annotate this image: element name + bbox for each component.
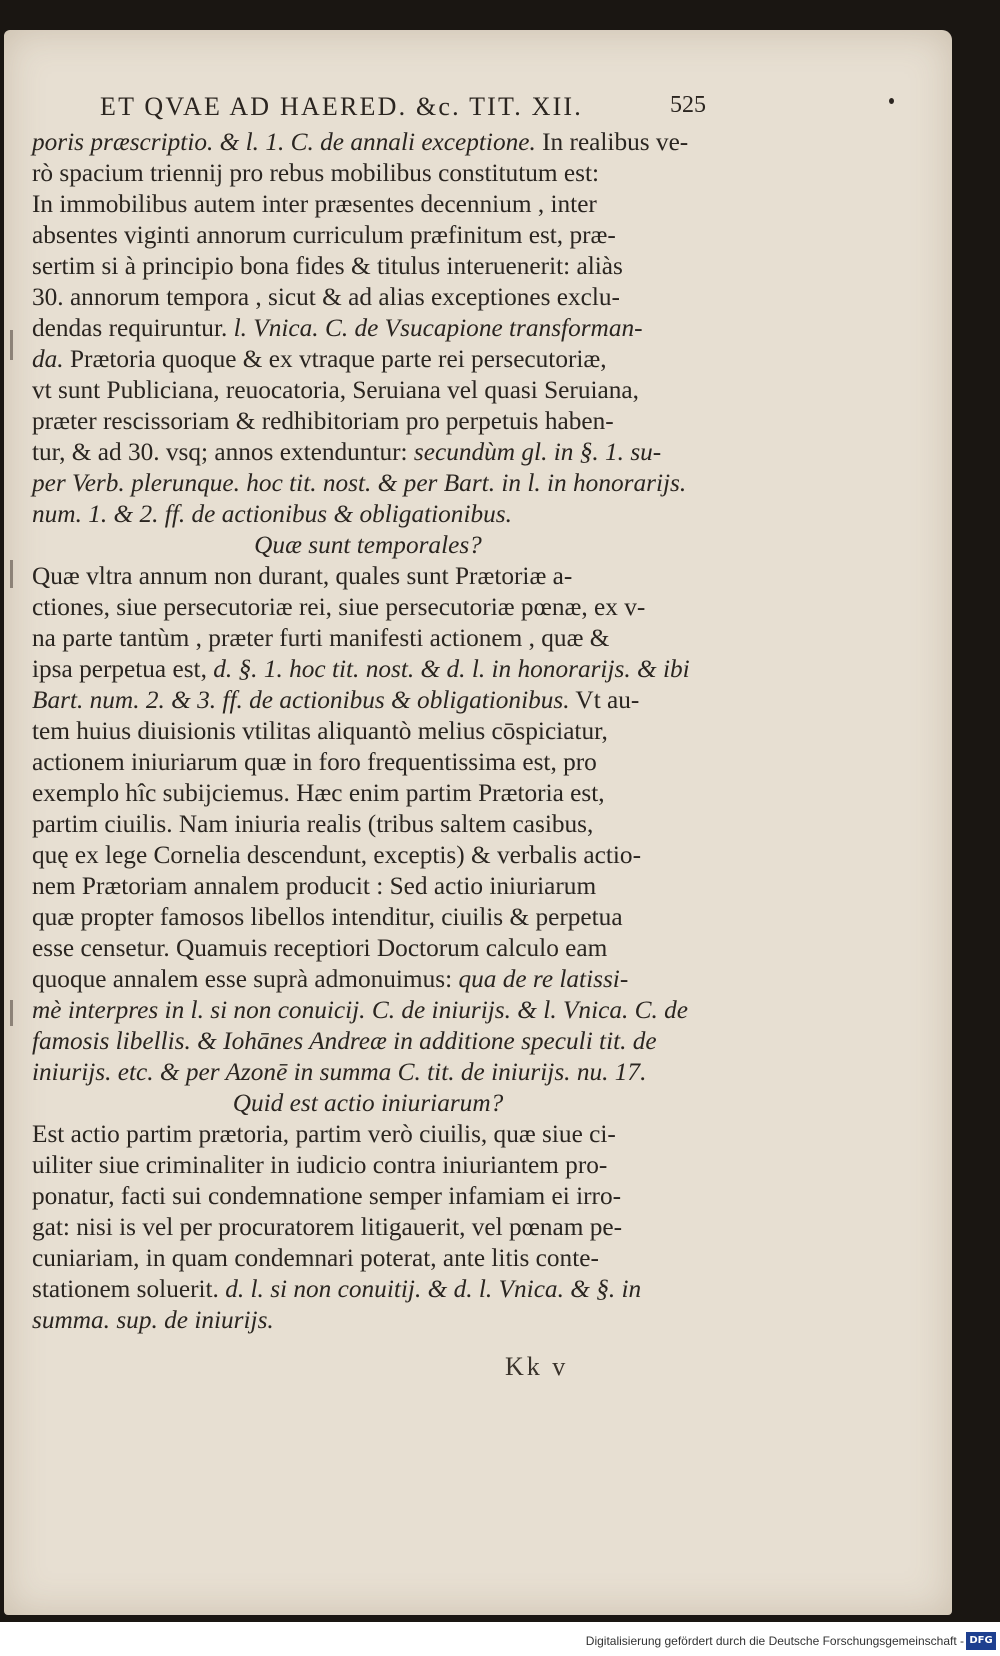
text-segment: nem Prætoriam annalem producit : Sed actio iniuriarum [32, 872, 597, 900]
text-line [32, 1026, 704, 1057]
text-line [32, 127, 704, 158]
text-segment: sertim si à principio bona fides & titulus interuenerit: aliàs [32, 252, 623, 280]
italic-citation: Quid est actio iniuriarum? [232, 1089, 504, 1117]
text-line [32, 561, 704, 592]
text-line [32, 375, 704, 406]
text-segment: quæ propter famosos libellos intenditur, ciuilis & perpetua [32, 903, 623, 931]
italic-citation: qua de re latissi- [458, 965, 629, 993]
text-line [32, 1243, 704, 1274]
text-segment: gat: nisi is vel per procuratorem litigauerit, vel pœnam pe- [32, 1213, 623, 1241]
section-heading [32, 530, 704, 561]
text-segment: quę ex lege Cornelia descendunt, exceptis) & verbalis actio- [32, 841, 642, 869]
italic-citation: da. [32, 345, 64, 373]
text-line [32, 654, 704, 685]
text-line [32, 220, 704, 251]
text-segment: uiliter siue criminaliter in iudicio contra iniuriantem pro- [32, 1151, 608, 1179]
text-segment: In immobilibus autem inter præsentes decennium , inter [32, 190, 597, 218]
text-line [32, 840, 704, 871]
text-segment: præter rescissoriam & redhibitoriam pro perpetuis haben- [32, 407, 614, 435]
italic-citation: Quæ sunt temporales? [254, 531, 482, 559]
italic-citation: secundùm gl. in §. 1. su- [413, 438, 662, 466]
text-segment: tem huius diuisionis vtilitas aliquantò melius cōspiciatur, [32, 717, 608, 745]
text-line [32, 1305, 704, 1336]
text-segment: vt sunt Publiciana, reuocatoria, Seruiana vel quasi Seruiana, [32, 376, 639, 404]
margin-annotation-mark [10, 330, 13, 360]
text-line [32, 964, 704, 995]
text-line [32, 406, 704, 437]
italic-citation: mè interpres in l. si non conuicij. C. de iniurijs. & l. Vnica. C. de [32, 996, 689, 1024]
text-segment: stationem soluerit. [32, 1275, 226, 1303]
margin-annotation-mark [10, 1000, 13, 1026]
text-line [32, 623, 704, 654]
text-line [32, 251, 704, 282]
text-line [32, 313, 704, 344]
text-segment: tur, & ad 30. vsq; annos extenduntur: [32, 438, 414, 466]
italic-citation: famosis libellis. & Iohānes Andreæ in additione speculi tit. de [32, 1027, 657, 1055]
text-line [32, 871, 704, 902]
italic-citation: iniurijs. etc. & per Azonē in summa C. tit. de iniurijs. nu. 17. [32, 1058, 647, 1086]
running-head: ET QVAE AD HAERED. &c. TIT. XII. [100, 92, 583, 121]
italic-citation: d. l. si non conuitij. & d. l. Vnica. & §. in [225, 1275, 642, 1303]
italic-citation: Bart. num. 2. & 3. ff. de actionibus & obligationibus. [32, 686, 570, 714]
text-line [32, 995, 704, 1026]
text-line [32, 592, 704, 623]
footer-bar [0, 1630, 1000, 1656]
text-line [32, 778, 704, 809]
text-line [32, 809, 704, 840]
text-segment: dendas requiruntur. [32, 314, 234, 342]
text-segment: Est actio partim prætoria, partim verò ciuilis, quæ siue ci- [32, 1120, 616, 1148]
text-line [32, 1057, 704, 1088]
italic-citation: summa. sup. de iniurijs. [32, 1306, 274, 1334]
text-line [32, 344, 704, 375]
text-line [32, 1150, 704, 1181]
text-line [32, 716, 704, 747]
text-segment: na parte tantùm , præter furti manifesti actionem , quæ & [32, 624, 610, 652]
text-segment: actionem iniuriarum quæ in foro frequentissima est, pro [32, 748, 597, 776]
text-segment: partim ciuilis. Nam iniuria realis (tribus saltem casibus, [32, 810, 594, 838]
italic-citation: d. §. 1. hoc tit. nost. & d. l. in honorarijs. & ibi [213, 655, 690, 683]
text-segment: 30. annorum tempora , sicut & ad alias exceptiones exclu- [32, 283, 620, 311]
text-segment: In realibus ve- [535, 128, 689, 156]
section-heading [32, 1088, 704, 1119]
text-line [32, 499, 704, 530]
italic-citation: per Verb. plerunque. hoc tit. nost. & per Bart. in l. in honorarijs. [32, 469, 687, 497]
italic-citation: poris præscriptio. & l. 1. C. de annali exceptione. [32, 128, 536, 156]
text-line [32, 282, 704, 313]
text-line [32, 933, 704, 964]
text-line [32, 902, 704, 933]
ink-spot [889, 98, 894, 104]
text-line [32, 1119, 704, 1150]
text-segment: Quæ vltra annum non durant, quales sunt Prætoriæ a- [32, 562, 573, 590]
footer-text: Digitalisierung gefördert durch die Deutsche Forschungsgemeinschaft - [585, 1634, 964, 1648]
text-line [32, 1212, 704, 1243]
text-line [32, 189, 704, 220]
margin-annotation-mark [10, 560, 13, 588]
text-segment: ctiones, siue persecutoriæ rei, siue persecutoriæ pœnæ, ex v- [32, 593, 646, 621]
text-segment: Prætoria quoque & ex vtraque parte rei persecutoriæ, [63, 345, 607, 373]
text-line [32, 1181, 704, 1212]
text-segment: ponatur, facti sui condemnatione semper infamiam ei irro- [32, 1182, 622, 1210]
italic-citation: l. Vnica. C. de Vsucapione transforman- [233, 314, 643, 342]
text-segment: exemplo hîc subijciemus. Hæc enim partim Prætoria est, [32, 779, 605, 807]
text-segment: quoque annalem esse suprà admonuimus: [32, 965, 459, 993]
text-segment: absentes viginti annorum curriculum præfinitum est, præ- [32, 221, 616, 249]
page-number: 525 [670, 92, 706, 118]
text-line [32, 158, 704, 189]
text-line [32, 468, 704, 499]
text-line [32, 437, 704, 468]
signature-mark: Kk v [505, 1352, 569, 1381]
text-line [32, 1274, 704, 1305]
text-line [32, 685, 704, 716]
text-segment: Vt au- [569, 686, 640, 714]
dfg-logo: DFG [966, 1632, 996, 1650]
text-line [32, 747, 704, 778]
text-segment: ipsa perpetua est, [32, 655, 214, 683]
body-text [32, 127, 704, 1336]
italic-citation: num. 1. & 2. ff. de actionibus & obligationibus. [32, 500, 512, 528]
text-segment: rò spacium triennij pro rebus mobilibus constitutum est: [32, 159, 600, 187]
text-segment: esse censetur. Quamuis receptiori Doctorum calculo eam [32, 934, 608, 962]
text-segment: cuniariam, in quam condemnari poterat, ante litis conte- [32, 1244, 599, 1272]
